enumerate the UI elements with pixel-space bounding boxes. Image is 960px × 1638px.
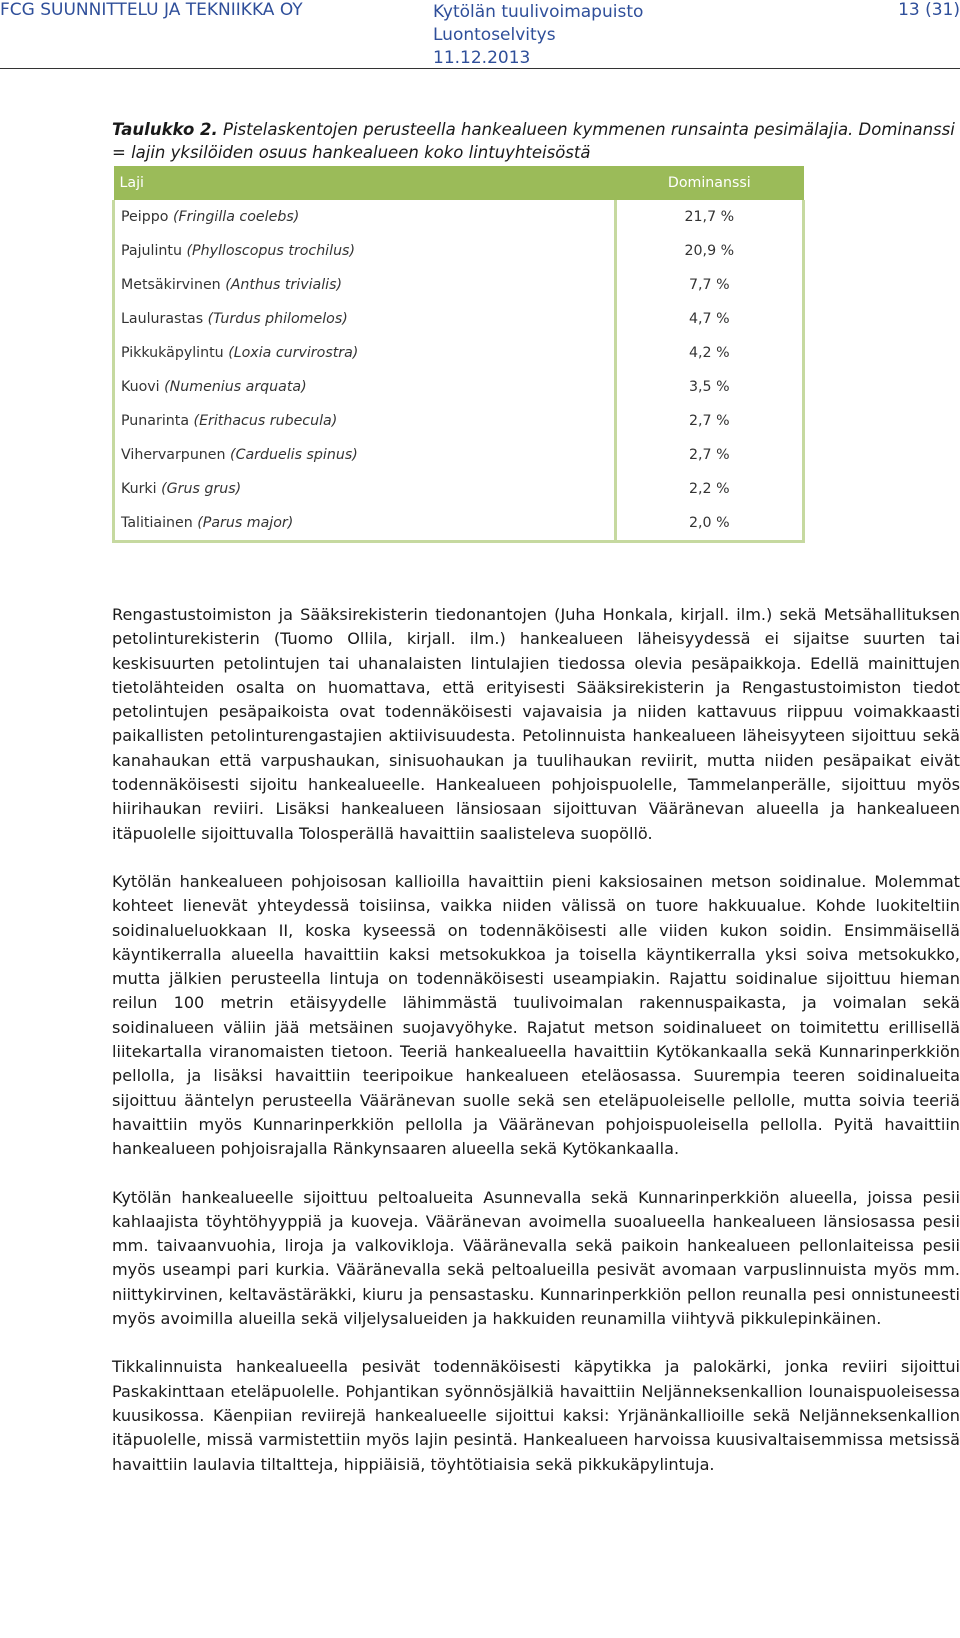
column-header-species: Laji: [114, 166, 616, 200]
document-type: Luontoselvitys: [433, 25, 556, 45]
table-row: [114, 370, 804, 404]
species-scientific-name: (Parus major): [197, 515, 294, 531]
header-divider: [0, 68, 960, 69]
species-cell: [114, 200, 616, 234]
table-header-row: [114, 166, 804, 200]
species-scientific-name: (Fringilla coelebs): [172, 209, 300, 225]
species-common-name: Pikkukäpylintu: [121, 345, 224, 361]
species-scientific-name: (Grus grus): [161, 481, 242, 497]
species-scientific-name: (Erithacus rubecula): [193, 413, 338, 429]
table-row: [114, 336, 804, 370]
project-title: Kytölän tuulivoimapuisto: [433, 2, 644, 22]
species-cell: [114, 506, 616, 542]
species-common-name: Talitiainen: [121, 515, 193, 531]
document-date: 11.12.2013: [433, 48, 531, 68]
species-common-name: Punarinta: [121, 413, 190, 429]
company-name: FCG SUUNNITTELU JA TEKNIIKKA OY: [0, 0, 303, 20]
species-cell: [114, 302, 616, 336]
species-scientific-name: (Carduelis spinus): [230, 447, 358, 463]
species-scientific-name: (Loxia curvirostra): [228, 345, 359, 361]
dominance-value: 3,5 %: [615, 370, 803, 404]
dominance-value: 2,0 %: [615, 506, 803, 542]
table-caption-label: Taulukko 2.: [112, 120, 218, 139]
species-scientific-name: (Numenius arquata): [164, 379, 307, 395]
table-row: [114, 302, 804, 336]
table-row: [114, 438, 804, 472]
project-info: [433, 0, 643, 69]
table-caption-text: Pistelaskentojen perusteella hankealueen kymmenen runsainta pesimälajia. Dominanssi = lajin yksilöiden osuus hankealueen koko lintuyhteisöstä: [112, 120, 955, 162]
species-cell: [114, 472, 616, 506]
table-caption: [112, 118, 960, 164]
species-table: [112, 166, 805, 543]
species-scientific-name: (Phylloscopus trochilus): [186, 243, 355, 259]
dominance-value: 20,9 %: [615, 234, 803, 268]
species-common-name: Vihervarpunen: [121, 447, 226, 463]
table-row: [114, 506, 804, 542]
species-cell: [114, 336, 616, 370]
table-row: [114, 404, 804, 438]
species-cell: [114, 234, 616, 268]
dominance-value: 4,2 %: [615, 336, 803, 370]
species-common-name: Kuovi: [121, 379, 160, 395]
page-header: [0, 0, 960, 68]
dominance-value: 2,7 %: [615, 404, 803, 438]
dominance-value: 7,7 %: [615, 268, 803, 302]
table-row: [114, 268, 804, 302]
species-common-name: Peippo: [121, 209, 169, 225]
paragraph: Tikkalinnuista hankealueella pesivät todennäköisesti käpytikka ja palokärki, jonka reviiri sijoittui Paskakinttaan eteläpuolelle. Pohjantikan syönnösjälkiä havaittiin Neljänneksenkallion lounaispuoleisessa kuusikossa. Käenpiian reviirejä hankealueelle sijoittui kaksi: Yrjänänkallioille sekä Neljänneksenkallion itäpuolelle, missä varmistettiin myös lajin pesintä. Hankealueen harvoissa kuusivaltaisemmissa metsissä havaittiin laulavia tiltaltteja, hippiäisiä, töyhtötiaisia sekä pikkukäpylintuja.: [112, 1357, 960, 1474]
species-cell: [114, 370, 616, 404]
species-common-name: Laulurastas: [121, 311, 204, 327]
dominance-value: 4,7 %: [615, 302, 803, 336]
species-common-name: Metsäkirvinen: [121, 277, 221, 293]
dominance-value: 2,2 %: [615, 472, 803, 506]
dominance-value: 2,7 %: [615, 438, 803, 472]
column-header-dominance: Dominanssi: [615, 166, 803, 200]
table-row: [114, 472, 804, 506]
paragraph: Kytölän hankealueen pohjoisosan kallioilla havaittiin pieni kaksiosainen metson soidinalue. Molemmat kohteet lienevät yhteydessä toisiinsa, vaikka niiden välissä on tuore hakkuualue. Kohde luokiteltiin soidinalueluokkaan II, koska kyseessä on todennäköisesti alle viiden kukon soidin. Ensimmäisellä käyntikerralla alueella havaittiin kaksi metsokukkoa ja toisella käyntikerralla yksi soiva metsokukko, mutta jälkien perusteella lintuja on todennäköisesti useampiakin. Rajattu soidinalue sijoittuu hieman reilun 100 metrin etäisyydelle lähimmästä tuulivoimalan rakennuspaikasta, ja voimalan sekä soidinalueen väliin jää metsäinen suojavyöhyke. Rajatut metson soidinalueet on toimitettu erillisellä liitekartalla viranomaisten tietoon. Teeriä hankealueella havaittiin Kytökankaalla sekä Kunnarinperkkiön pellolla, ja lisäksi havaittiin teeripoikue hankealueen eteläosassa. Suurempia teeren soidinalueita sijoittuu ääntelyn perusteella Vääränevan suolle sekä sen eteläpuoleiselle pellolle, mutta soivia teeriä havaittiin myös Kunnarinperkkiön pellolla ja Vääränevan pohjoispuoleisella pellolla. Pyitä havaittiin hankealueen pohjoisrajalla Ränkynsaaren alueella sekä Kytökankaalla.: [112, 871, 960, 1159]
species-common-name: Kurki: [121, 481, 157, 497]
species-cell: [114, 268, 616, 302]
paragraph: Rengastustoimiston ja Sääksirekisterin tiedonantojen (Juha Honkala, kirjall. ilm.) sekä Metsähallituksen petolinturekisterin (Tuomo Ollila, kirjall. ilm.) hankealueen läheisyydessä ei sijaitse suurten tai keskisuurten petolintujen tai uhanalaisten lintulajien tiedossa olevia pesäpaikkoja. Edellä mainittujen tietolähteiden osalta on huomattava, että erityisesti Sääksirekisterin ja Rengastustoimiston tiedot petolintujen pesäpaikoista ovat todennäköisesti vajavaisia ja niiden kattavuus riippuu voimakkaasti paikallisten petolinturengastajien aktiivisuudesta. Petolinnuista hankealueen läheisyyteen sijoittuu sekä kanahaukan että varpushaukan, sinisuohaukan ja tuulihaukan reviirit, mutta niiden pesäpaikat eivät todennäköisesti sijoitu hankealueelle. Hankealueen pohjoispuolelle, Tammelanperälle, sijoittuu myös hiirihaukan reviiri. Lisäksi hankealueen länsiosaan sijoittuvan Vääränevan alueella ja hankealueen itäpuolelle sijoittuvalla Tolosperällä havaittiin saalisteleva suopöllö.: [112, 605, 960, 843]
page-number: 13 (31): [898, 0, 960, 20]
table-row: [114, 200, 804, 234]
species-cell: [114, 438, 616, 472]
paragraph: Kytölän hankealueelle sijoittuu peltoalueita Asunnevalla sekä Kunnarinperkkiön alueella, joissa pesii kahlaajista töyhtöhyyppiä ja kuoveja. Vääränevan avoimella suoalueella hankealueen länsiosassa pesii mm. taivaanvuohia, liroja ja valkovikloja. Vääränevalla sekä paikoin hankealueen pellonlaiteissa pesii myös useampi pari kurkia. Vääränevalla sekä peltoalueilla pesivät avomaan varpuslinnuista myös mm. niittykirvinen, keltavästäräkki, kiuru ja pensastasku. Kunnarinperkkiön pellon reunalla pesi onnistuneesti myös avoimilla alueilla sekä viljelysalueiden ja hakkuiden reunamilla viihtyvä pikkulepinkäinen.: [112, 1187, 960, 1329]
species-scientific-name: (Turdus philomelos): [207, 311, 348, 327]
table-row: [114, 234, 804, 268]
species-common-name: Pajulintu: [121, 243, 182, 259]
dominance-value: 21,7 %: [615, 200, 803, 234]
species-cell: [114, 404, 616, 438]
body-text: [112, 603, 960, 1501]
species-scientific-name: (Anthus trivialis): [225, 277, 343, 293]
